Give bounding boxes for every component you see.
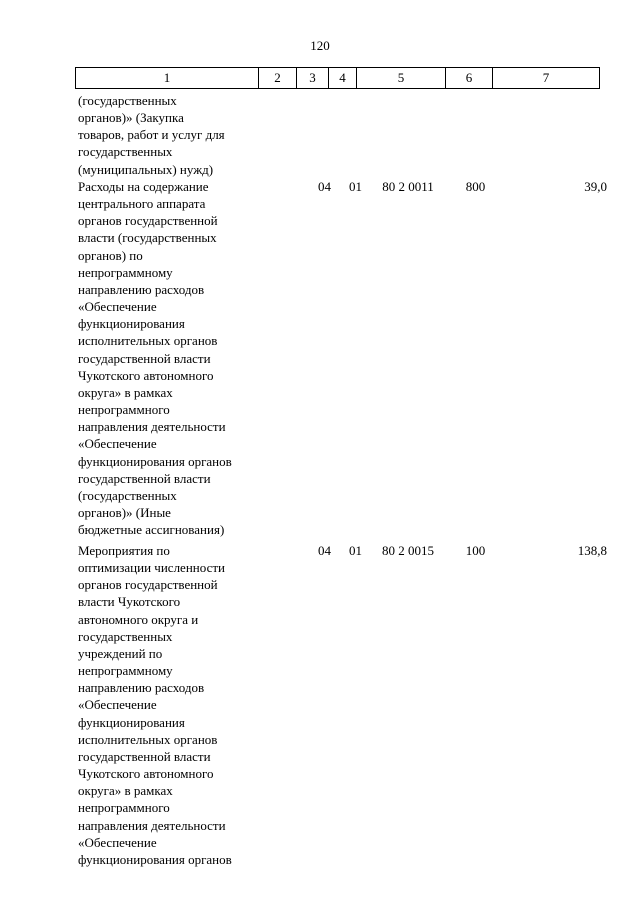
page-number: 120 bbox=[310, 38, 330, 53]
table-header-row bbox=[76, 68, 600, 89]
column-header-5: 5 bbox=[357, 68, 446, 89]
table-header bbox=[75, 67, 600, 89]
expense-name: Мероприятия по оптимизации численности органов государственной власти Чукотского автономного округа и государственных учреждений по непрограммному направлению расходов «Обеспечение функционирования исполнительных органов государственной власти Чукотского автономного округа» в рамках непрограммного направления деятельности «Обеспечение функционирования органов bbox=[78, 543, 232, 867]
expense-type-code: 100 bbox=[465, 543, 486, 558]
column-header-4: 4 bbox=[329, 68, 357, 89]
column-header-2: 2 bbox=[259, 68, 297, 89]
expense-name: Расходы на содержание центрального аппарата органов государственной власти (государственных органов) по непрограммному направлению расходов «Обеспечение функционирования исполнительных органов государственной власти Чукотского автономного округа» в рамках непрограммного направления деятельности «Обеспечение функционирования органов государственной власти (государственных органов)» (Иные бюджетные ассигнования) bbox=[78, 179, 232, 538]
subsection-code: 01 bbox=[349, 179, 362, 194]
column-header-3: 3 bbox=[297, 68, 329, 89]
expense-type-code: 800 bbox=[465, 179, 486, 194]
column-header-1: 1 bbox=[76, 68, 259, 89]
section-code: 04 bbox=[318, 543, 331, 558]
target-article-code: 80 2 0015 bbox=[382, 543, 434, 558]
column-header-7: 7 bbox=[493, 68, 600, 89]
target-article-code: 80 2 0011 bbox=[382, 179, 434, 194]
amount: 138,8 bbox=[577, 543, 607, 558]
column-header-6: 6 bbox=[446, 68, 493, 89]
subsection-code: 01 bbox=[349, 543, 362, 558]
amount: 39,0 bbox=[584, 179, 607, 194]
section-code: 04 bbox=[318, 179, 331, 194]
expense-name: (государственных органов)» (Закупка товаров, работ и услуг для государственных (муниципальных) нужд) bbox=[78, 93, 225, 177]
